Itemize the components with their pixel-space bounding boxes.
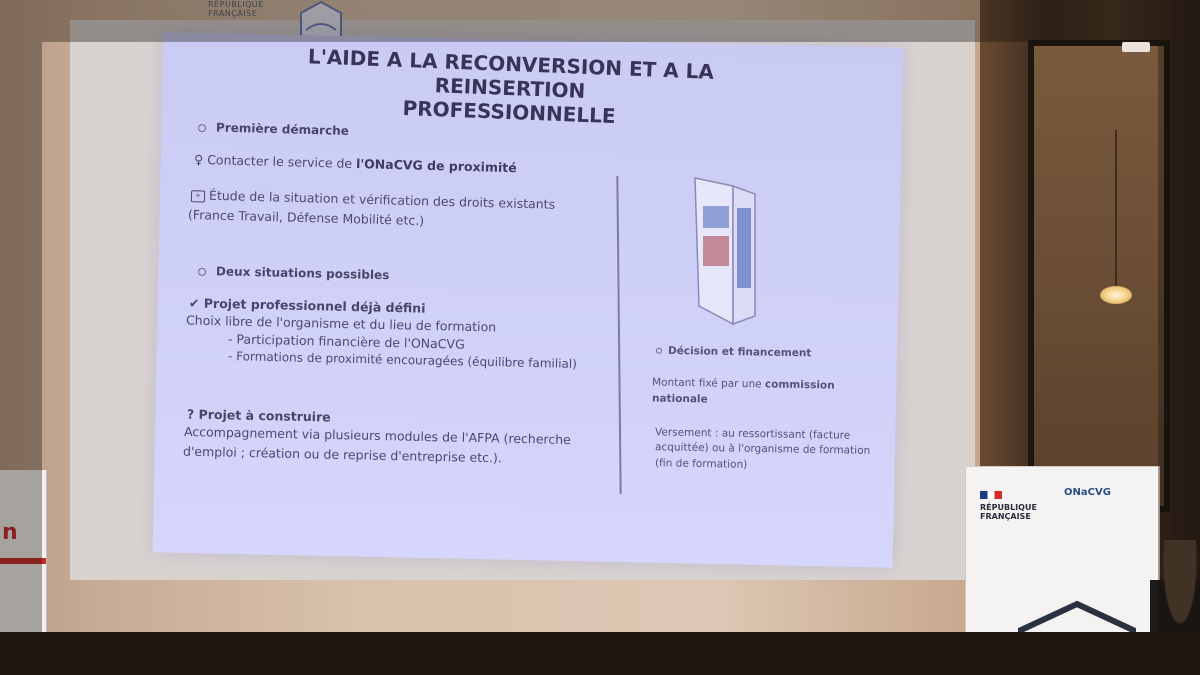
projet2-line1: Accompagnement via plusieurs modules de l'AFPA (recherche — [183, 423, 571, 448]
etude-line2: (France Travail, Défense Mobilité etc.) — [187, 206, 425, 229]
bottom-shadow — [0, 632, 1200, 675]
flag-icon — [980, 491, 1002, 499]
versement-line1: Versement : au ressortissant (facture — [654, 426, 851, 442]
slide-title-line1: L'AIDE A LA RECONVERSION ET A LA REINSERTION — [307, 44, 715, 103]
left-banner — [0, 470, 47, 640]
contact-bold: l'ONaCVG de proximité — [355, 156, 517, 176]
pendant-lamp — [1100, 286, 1132, 304]
calendar-icon: + — [191, 190, 205, 202]
window — [1028, 40, 1170, 512]
projet2-line2: d'emploi ; création ou de reprise d'entreprise etc.). — [182, 443, 502, 466]
section2-heading: Deux situations possibles — [215, 264, 390, 283]
slide-title-line2: PROFESSIONNELLE — [402, 95, 616, 129]
left-banner-stripe — [0, 558, 46, 564]
right-banner-republique: RÉPUBLIQUE FRANÇAISE — [980, 503, 1037, 521]
pin-icon: ♀ — [193, 151, 204, 168]
ceiling-light — [1122, 42, 1150, 52]
projet2-title-text: Projet à construire — [198, 406, 331, 425]
montant-line2: nationale — [651, 392, 708, 406]
etude-text1: Étude de la situation et vérification des droits existants — [208, 187, 556, 212]
projet1-line1: Choix libre de l'organisme et du lieu de formation — [185, 312, 497, 335]
montant-bold1: commission — [764, 378, 835, 392]
projet2-title — [187, 406, 331, 424]
brochure-image — [693, 176, 757, 326]
left-banner-letter: n — [2, 520, 18, 545]
projet1-line3: - Formations de proximité encouragées (équilibre familial) — [227, 349, 578, 371]
right-heading-text: Décision et financement — [667, 344, 812, 360]
versement-line2: acquittée) ou à l'organisme de formation — [654, 441, 871, 457]
question-icon: ? — [186, 406, 195, 422]
versement-line3: (fin de formation) — [654, 457, 748, 471]
top-republique-text: RÉPUBLIQUE FRANÇAISE — [208, 0, 264, 18]
section1-heading: Première démarche — [215, 120, 350, 138]
contact-prefix: Contacter le service de — [206, 152, 357, 172]
right-banner-logo: ONaCVG — [1064, 487, 1111, 498]
projet1-line2: - Participation financière de l'ONaCVG — [227, 331, 465, 352]
checkmark-icon: ✔ — [188, 295, 200, 311]
projet1-title-text: Projet professionnel déjà défini — [203, 295, 426, 316]
bullet-dot-icon — [198, 124, 206, 132]
bullet-dot-icon — [198, 267, 206, 275]
lamp-cord — [1115, 130, 1117, 290]
bullet-dot-icon — [656, 348, 662, 354]
montant-prefix: Montant fixé par une — [651, 376, 766, 391]
